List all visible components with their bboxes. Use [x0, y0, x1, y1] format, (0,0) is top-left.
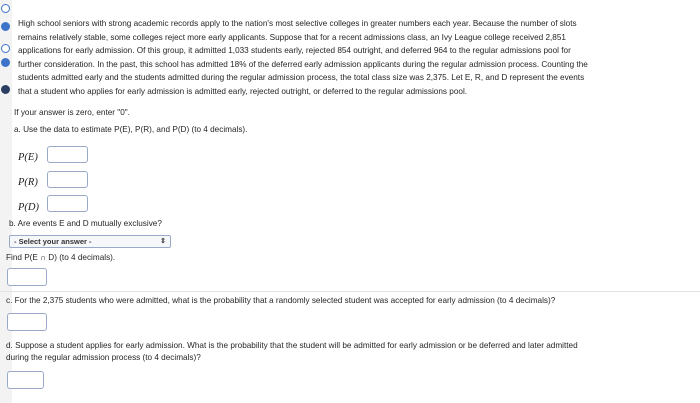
select-value: - Select your answer -: [14, 237, 92, 246]
status-circle-icon: [1, 4, 10, 13]
part-d-input[interactable]: [7, 371, 44, 389]
intro-line: students admitted early and the students admitted during the regular admission process, the total class size was 2,375. Let E, R, and D represent the events: [18, 73, 585, 83]
updown-chevron-icon: ⇕: [160, 238, 166, 245]
bullet-icon: [1, 58, 10, 67]
part-c-label: c. For the 2,375 students who were admitted, what is the probability that a randomly selected student was accepted for early admission (to 4 decimals)?: [6, 296, 556, 305]
intro-line: High school seniors with strong academic records apply to the nation's most selective colleges in greater numbers each year. Because the number of slots: [18, 19, 577, 28]
p-r-input[interactable]: [47, 171, 88, 188]
mutually-exclusive-select[interactable]: [9, 235, 171, 248]
part-d-label-line2: during the regular admission process (to 4 decimals)?: [6, 353, 201, 362]
intersection-input[interactable]: [7, 268, 47, 286]
problem-statement: [18, 17, 694, 99]
find-intersection-label: Find P(E ∩ D) (to 4 decimals).: [6, 253, 116, 262]
part-b-label: b. Are events E and D mutually exclusive?: [9, 219, 162, 228]
divider: [0, 291, 700, 292]
p-d-input[interactable]: [47, 195, 88, 212]
p-e-input[interactable]: [47, 146, 88, 163]
part-a-label: a. Use the data to estimate P(E), P(R), and P(D) (to 4 decimals).: [14, 125, 248, 134]
intro-line: remains relatively stable, some colleges reject more early applicants. Suppose that for a recent admissions class, an Ivy League college received 2,851: [18, 32, 566, 42]
intro-line: applications for early admission. Of this group, it admitted 1,033 students early, rejected 854 outright, and deferred 964 to the regular admissions pool for: [18, 46, 571, 56]
intro-line: that a student who applies for early admission is admitted early, rejected outright, or deferred to the regular admissions pool.: [18, 86, 468, 96]
p-e-label: P(E): [18, 152, 38, 163]
part-d-label-line1: d. Suppose a student applies for early admission. What is the probability that the student will be admitted for early admission or be deferred and later admitted: [6, 341, 578, 350]
zero-note: If your answer is zero, enter "0".: [14, 108, 130, 117]
part-c-input[interactable]: [7, 313, 47, 331]
intro-line: further consideration. In the past, this school has admitted 18% of the deferred early admission applicants during the regular admission process. Counting the: [18, 59, 588, 69]
status-circle-icon: [1, 44, 10, 53]
p-d-label: P(D): [18, 202, 39, 213]
bullet-icon: [1, 22, 10, 31]
p-r-label: P(R): [18, 177, 38, 188]
bullet-icon: [1, 85, 10, 94]
